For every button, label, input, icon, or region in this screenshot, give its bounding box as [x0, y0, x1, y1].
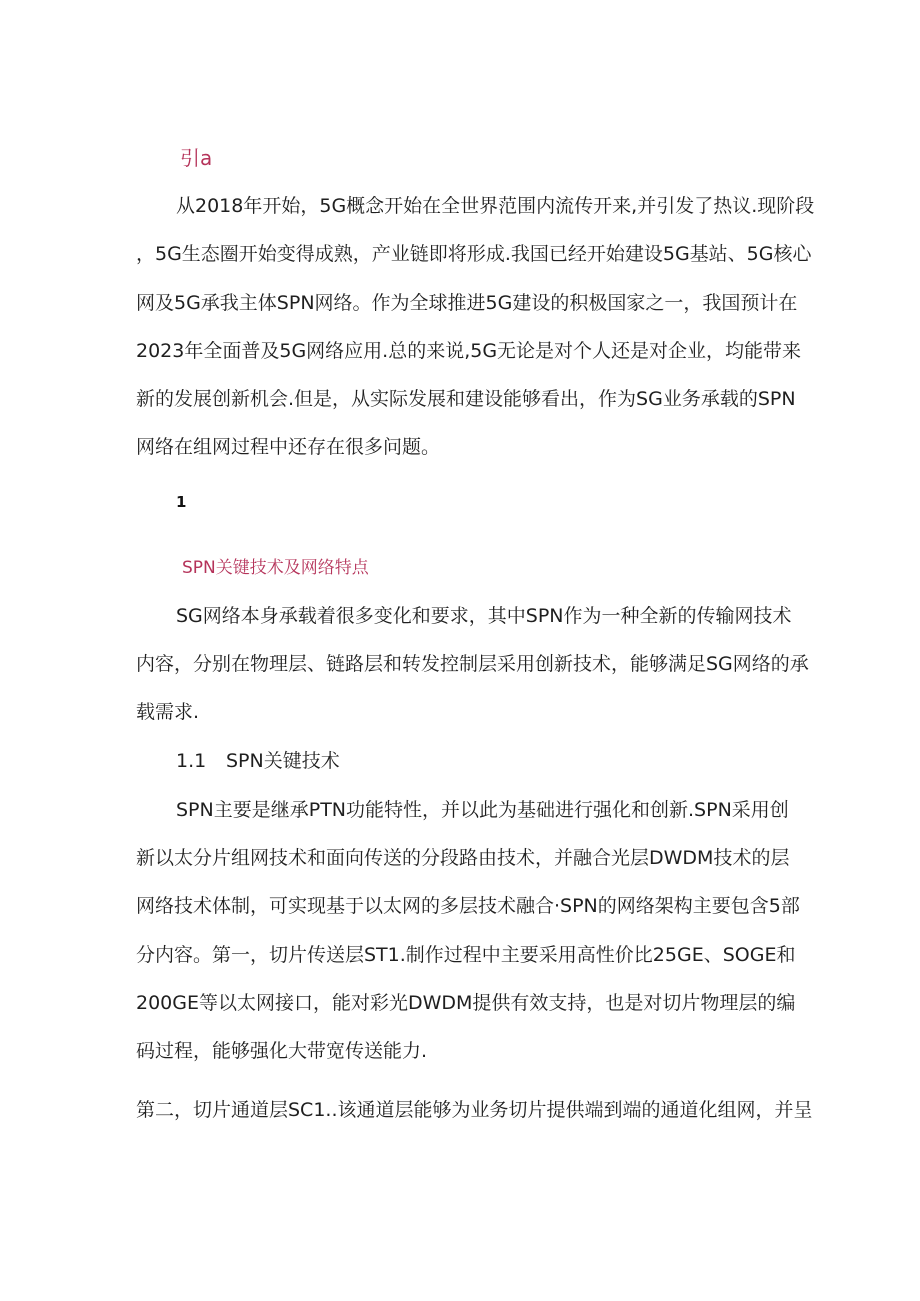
intro-line: 从2018年开始，5G概念开始在全世界范围内流传开来,并引发了热议.现阶段: [176, 195, 815, 217]
intro-line: 新的发展创新机会.但是，从实际发展和建设能够看出，作为SG业务承载的SPN: [136, 388, 796, 410]
subsection-line: 新以太分片组网技术和面向传送的分段路由技术，并融合光层DWDM技术的层: [136, 847, 790, 869]
intro-heading: 引a: [180, 146, 213, 170]
subsection-line: 码过程，能够强化大带宽传送能力.: [136, 1040, 428, 1062]
intro-line: 2023年全面普及5G网络应用.总的来说,5G无论是对个人还是对企业，均能带来: [136, 340, 802, 362]
intro-line: 网络在组网过程中还存在很多问题。: [136, 436, 441, 458]
intro-line: ，5G生态圈开始变得成熟，产业链即将形成.我国已经开始建设5G基站、5G核心: [136, 243, 812, 265]
subsection-line: 网络技术体制，可实现基于以太网的多层技术融合·SPN的网络架构主要包含5部: [136, 895, 800, 917]
subsection-line: 分内容。第一，切片传送层ST1.制作过程中主要采用高性价比25GE、SOGE和: [136, 944, 796, 966]
section-line: 载需求.: [136, 701, 200, 723]
subsection-line: SPN主要是继承PTN功能特性，并以此为基础进行强化和创新.SPN采用创: [176, 799, 789, 821]
section-line: 内容，分别在物理层、链路层和转发控制层采用创新技术，能够满足SG网络的承: [136, 653, 809, 675]
subsection-last-line: 第二，切片通道层SC1..该通道层能够为业务切片提供端到端的通道化组网，并呈: [136, 1099, 813, 1121]
subsection-title: SPN关键技术: [226, 750, 340, 772]
subsection-line: 200GE等以太网接口，能对彩光DWDM提供有效支持，也是对切片物理层的编: [136, 992, 796, 1014]
section-title: SPN关键技术及网络特点: [182, 558, 369, 578]
subsection-number: 1.1: [176, 750, 207, 772]
section-number: 1: [176, 493, 187, 511]
section-line: SG网络本身承载着很多变化和要求，其中SPN作为一种全新的传输网技术: [176, 605, 792, 627]
intro-line: 网及5G承我主体SPN网络。作为全球推进5G建设的积极国家之一，我国预计在: [136, 292, 798, 314]
